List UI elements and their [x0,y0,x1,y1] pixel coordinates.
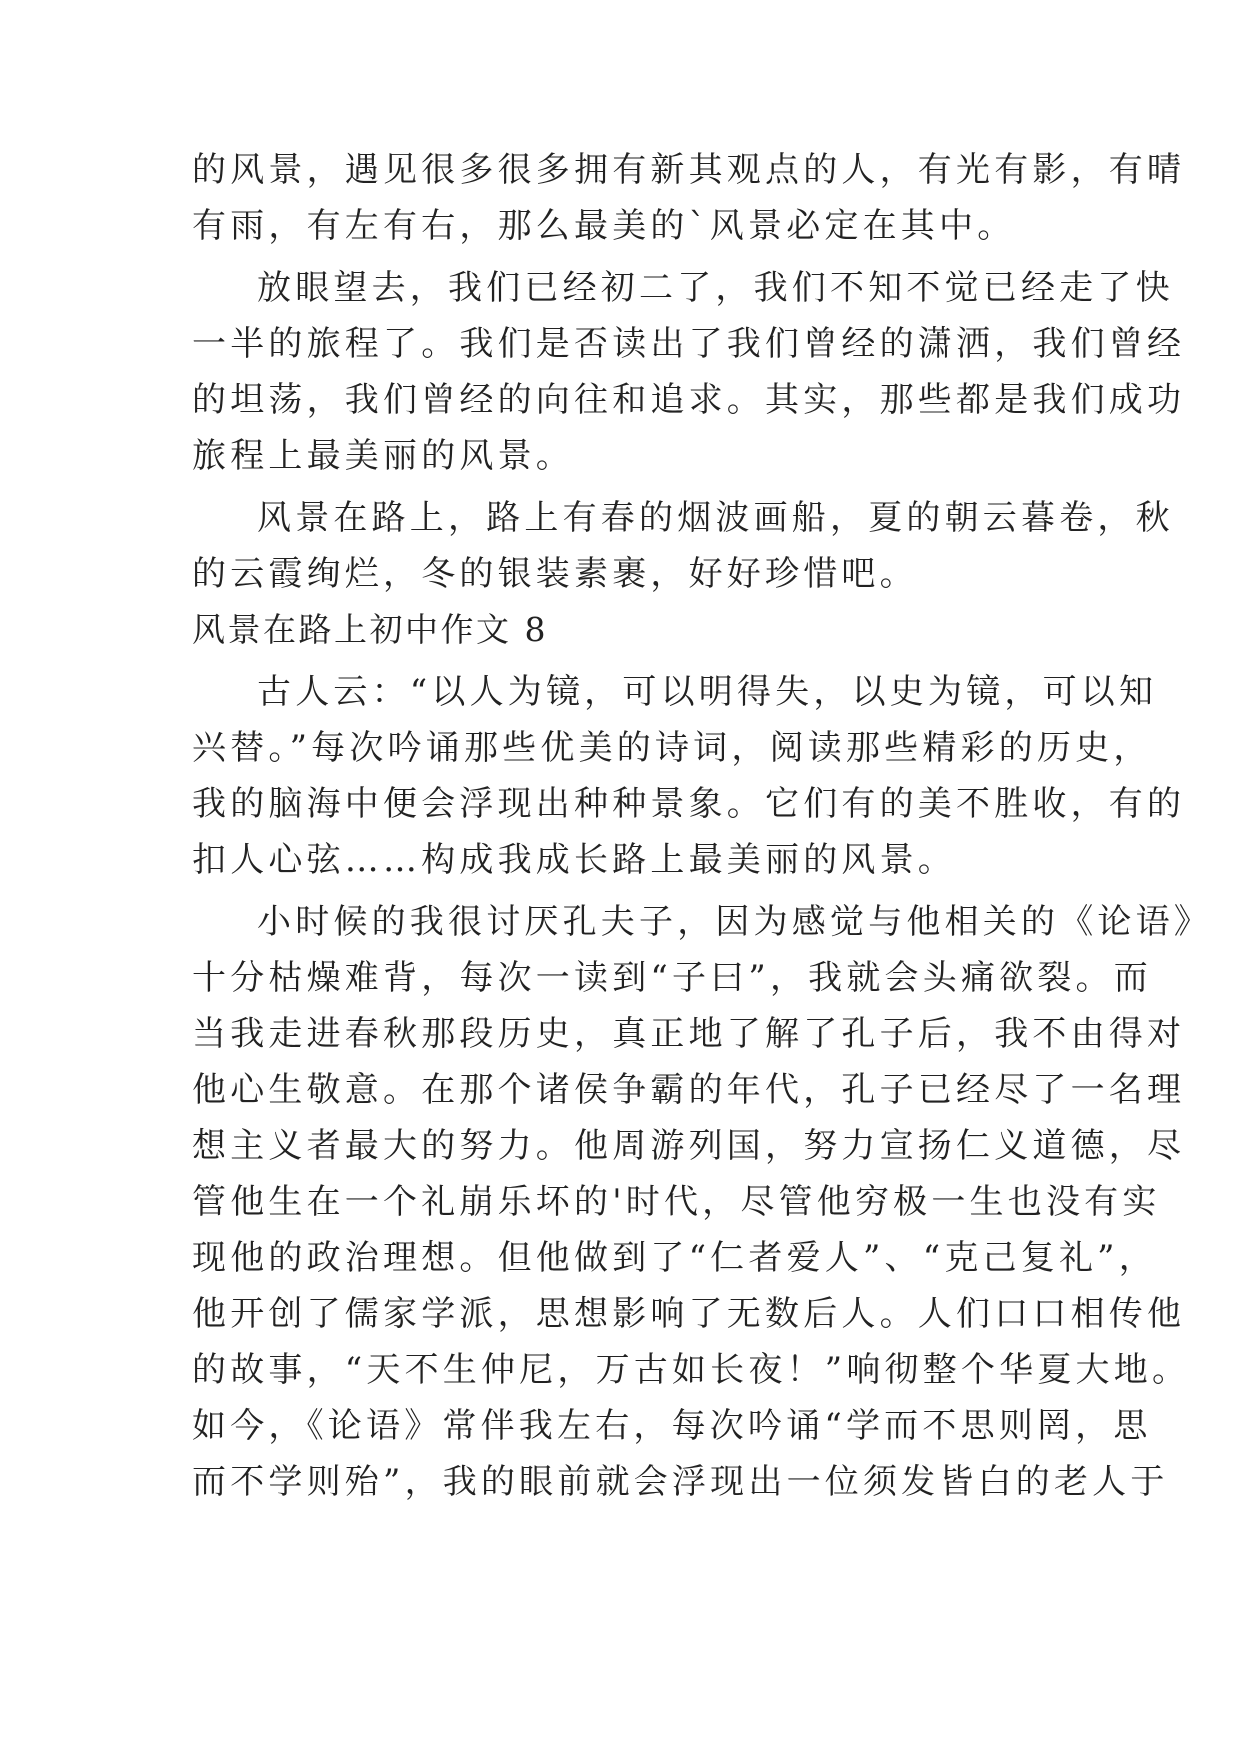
text-line-17: 他心生敬意。在那个诸侯争霸的年代，孔子已经尽了一名理 [192,1070,1186,1110]
text-line-4: 一半的旅程了。我们是否读出了我们曾经的潇洒，我们曾经 [192,324,1186,364]
text-line-13: 扣人心弦……构成我成长路上最美丽的风景。 [192,840,956,880]
text-line-22: 的故事，“天不生仲尼，万古如长夜！”响彻整个华夏大地。 [192,1350,1191,1390]
text-line-21: 他开创了儒家学派，思想影响了无数后人。人们口口相传他 [192,1294,1186,1334]
text-line-23: 如今，《论语》常伴我左右，每次吟诵“学而不思则罔，思 [192,1406,1152,1446]
text-line-15: 十分枯燥难背，每次一读到“子曰”，我就会头痛欲裂。而 [192,958,1152,998]
section-heading: 风景在路上初中作文 8 [192,610,548,649]
paragraph-start-line-14: 小时候的我很讨厌孔夫子，因为感觉与他相关的《论语》 [257,902,1212,942]
text-line-20: 现他的政治理想。但他做到了“仁者爱人”、“克己复礼”， [192,1238,1157,1278]
text-line-12: 我的脑海中便会浮现出种种景象。它们有的美不胜收，有的 [192,784,1186,824]
text-line-8: 的云霞绚烂，冬的银装素裹，好好珍惜吧。 [192,554,918,594]
text-line-19: 管他生在一个礼崩乐坏的'时代，尽管他穷极一生也没有实 [192,1182,1161,1222]
text-line-18: 想主义者最大的努力。他周游列国，努力宣扬仁义道德，尽 [192,1126,1186,1166]
paragraph-start-line-7: 风景在路上，路上有春的烟波画船，夏的朝云暮卷，秋 [257,498,1174,538]
text-line-6: 旅程上最美丽的风景。 [192,436,574,476]
text-line-2: 有雨，有左有右，那么最美的`风景必定在其中。 [192,206,1016,246]
text-line-1: 的风景，遇见很多很多拥有新其观点的人，有光有影，有晴 [192,150,1186,190]
paragraph-start-line-3: 放眼望去，我们已经初二了，我们不知不觉已经走了快 [257,268,1174,308]
text-line-16: 当我走进春秋那段历史，真正地了解了孔子后，我不由得对 [192,1014,1186,1054]
text-line-5: 的坦荡，我们曾经的向往和追求。其实，那些都是我们成功 [192,380,1186,420]
text-line-11: 兴替。”每次吟诵那些优美的诗词，阅读那些精彩的历史， [192,728,1152,768]
text-line-24: 而不学则殆”，我的眼前就会浮现出一位须发皆白的老人于 [192,1462,1169,1502]
paragraph-start-line-10: 古人云：“以人为镜，可以明得失，以史为镜，可以知 [257,672,1158,712]
